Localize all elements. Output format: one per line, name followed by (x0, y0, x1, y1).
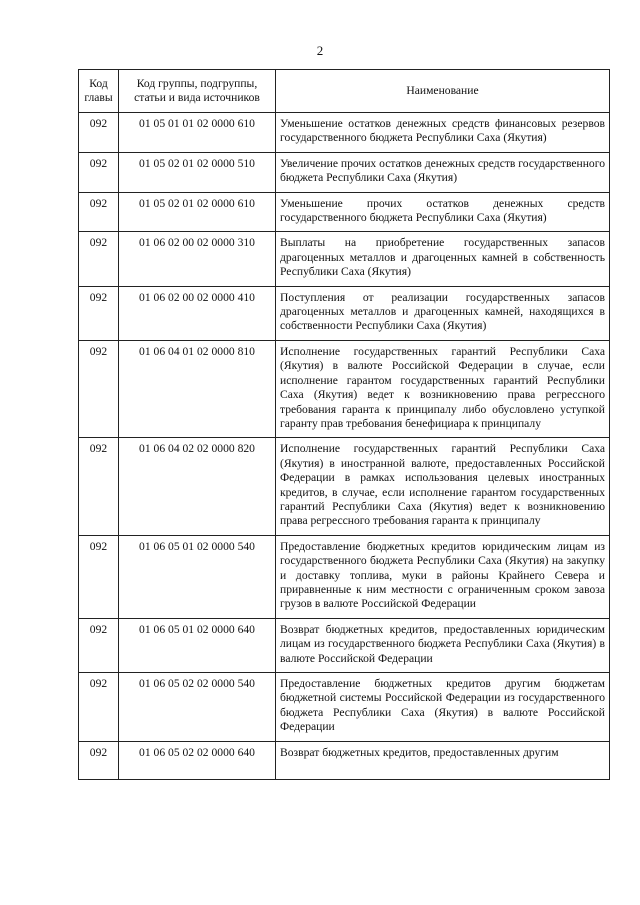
source-code-cell: 01 05 01 01 02 0000 610 (119, 113, 276, 153)
chapter-code-cell: 092 (79, 535, 119, 618)
table-header-row (79, 70, 610, 113)
source-name-cell: Увеличение прочих остатков денежных средств государственного бюджета Республики Саха (Якутия) (276, 152, 610, 192)
header-group-code: Код группы, подгруппы, статьи и вида источников (119, 70, 276, 113)
chapter-code-cell: 092 (79, 192, 119, 232)
source-name-cell: Уменьшение прочих остатков денежных средств государственного бюджета Республики Саха (Якутия) (276, 192, 610, 232)
header-name: Наименование (276, 70, 610, 113)
source-code-cell: 01 06 02 00 02 0000 410 (119, 286, 276, 340)
chapter-code-cell: 092 (79, 673, 119, 742)
source-code-cell: 01 06 02 00 02 0000 310 (119, 232, 276, 286)
source-code-cell: 01 06 05 01 02 0000 540 (119, 535, 276, 618)
table-row (79, 438, 610, 535)
table-row (79, 286, 610, 340)
source-code-cell: 01 06 04 02 02 0000 820 (119, 438, 276, 535)
chapter-code-cell: 092 (79, 340, 119, 437)
chapter-code-cell: 092 (79, 618, 119, 672)
table-row (79, 232, 610, 286)
table-row (79, 535, 610, 618)
table-row (79, 340, 610, 437)
source-code-cell: 01 06 05 02 02 0000 540 (119, 673, 276, 742)
source-name-cell: Предоставление бюджетных кредитов юридическим лицам из государственного бюджета Республики Саха (Якутия) на закупку и доставку топлива, муки в районы Крайнего Севера и приравненные к ним местности с ограниченным сроком завоза грузов в валюте Российской Федерации (276, 535, 610, 618)
source-name-cell: Выплаты на приобретение государственных запасов драгоценных металлов и драгоценных камней в собственность Республики Саха (Якутия) (276, 232, 610, 286)
header-chapter-code: Код главы (79, 70, 119, 113)
source-name-cell: Исполнение государственных гарантий Республики Саха (Якутия) в валюте Российской Федерации в случае, если исполнение гарантом государственных гарантий Республики Саха (Якутия) ведет к возникновению права регрессного требования гаранта к принципалу либо обусловлено уступкой гаранту прав требования бенефициара к принципалу (276, 340, 610, 437)
source-name-cell: Уменьшение остатков денежных средств финансовых резервов государственного бюджета Республики Саха (Якутия) (276, 113, 610, 153)
page-number: 2 (316, 43, 324, 58)
table-row (79, 152, 610, 192)
source-name-cell: Исполнение государственных гарантий Республики Саха (Якутия) в иностранной валюте, предоставленных Российской Федерации в рамках использования целевых иностранных кредитов, в случае, если исполнение гарантом государственных гарантий Республики Саха (Якутия) ведет к возникновению права регрессного требования гаранта к принципалу (276, 438, 610, 535)
chapter-code-cell: 092 (79, 152, 119, 192)
chapter-code-cell: 092 (79, 232, 119, 286)
source-name-cell: Возврат бюджетных кредитов, предоставленных юридическим лицам из государственного бюджета Республики Саха (Якутия) в валюте Российской Федерации (276, 618, 610, 672)
source-name-cell: Предоставление бюджетных кредитов другим бюджетам бюджетной системы Российской Федерации из государственного бюджета Республики Саха (Якутия) в валюте Российской Федерации (276, 673, 610, 742)
table-row (79, 618, 610, 672)
table-row (79, 113, 610, 153)
source-code-cell: 01 05 02 01 02 0000 510 (119, 152, 276, 192)
chapter-code-cell: 092 (79, 286, 119, 340)
source-name-cell: Возврат бюджетных кредитов, предоставленных другим (276, 741, 610, 779)
source-code-cell: 01 06 04 01 02 0000 810 (119, 340, 276, 437)
sources-table (78, 69, 610, 780)
source-code-cell: 01 06 05 01 02 0000 640 (119, 618, 276, 672)
table-row (79, 673, 610, 742)
chapter-code-cell: 092 (79, 741, 119, 779)
table-row (79, 741, 610, 779)
chapter-code-cell: 092 (79, 438, 119, 535)
source-name-cell: Поступления от реализации государственных запасов драгоценных металлов и драгоценных камней, находящихся в собственности Республики Саха (Якутия) (276, 286, 610, 340)
source-code-cell: 01 06 05 02 02 0000 640 (119, 741, 276, 779)
source-code-cell: 01 05 02 01 02 0000 610 (119, 192, 276, 232)
table-row (79, 192, 610, 232)
chapter-code-cell: 092 (79, 113, 119, 153)
